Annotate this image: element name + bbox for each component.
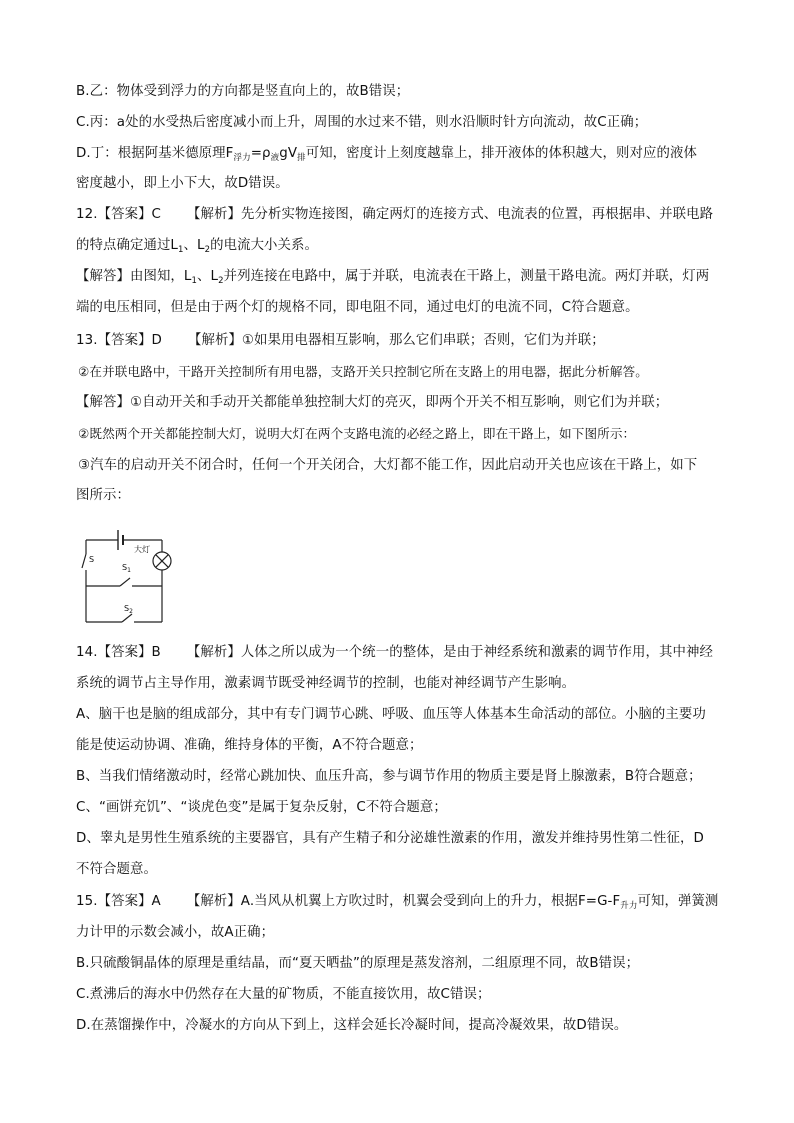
q13-solution-line4: 图所示： [76, 488, 130, 503]
switch-s1-blade [120, 578, 130, 586]
q13-solution-line2: ②既然两个开关都能控制大灯，说明大灯在两个支路电流的必经之路上，即在干路上，如下图所示： [78, 426, 636, 441]
q12-analysis-line2: 的特点确定通过$L_1$、$L_2$的电流大小关系。 [76, 238, 319, 255]
label-s2: $S_2$ [124, 604, 133, 615]
q13-analysis-line2: ②在并联电路中，干路开关控制所有用电器，支路开关只控制它所在支路上的用电器，据此分析解答。 [78, 364, 648, 379]
switch-s2-blade [122, 614, 132, 622]
circuit-diagram [76, 518, 186, 628]
q14-analysis-line2: 系统的调节占主导作用，激素调节既受神经调节的控制，也能对神经调节产生影响。 [76, 676, 576, 691]
q14-option-c: C、“画饼充饥”、“谈虎色变”是属于复杂反射，C不符合题意； [76, 800, 447, 815]
q14-option-b: B、当我们情绪激动时，经常心跳加快、血压升高，参与调节作用的物质主要是肾上腺激素，B符合题意； [76, 769, 702, 784]
q14-option-d-line1: D、睾丸是男性生殖系统的主要器官，具有产生精子和分泌雄性激素的作用，激发并维持男性第二性征，D [76, 831, 704, 846]
q13-solution-line3: ③汽车的启动开关不闭合时，任何一个开关闭合，大灯都不能工作，因此启动开关也应该在干路上，如下 [78, 458, 698, 473]
q11-option-d-line2: 密度越小，即上小下大，故D错误。 [76, 176, 289, 191]
q11-option-c: C.丙：a处的水受热后密度减小而上升，周围的水过来不错，则水沿顺时针方向流动，故C正确； [76, 115, 648, 130]
q14-option-d-line2: 不符合题意。 [76, 862, 157, 877]
q12-answer-line: 12.【答案】C 【解析】先分析实物连接图，确定两灯的连接方式、电流表的位置，再根据串、并联电路 [76, 207, 714, 222]
q12-solution-line2: 端的电压相同，但是由于两个灯的规格不同，即电阻不同，通过电灯的电流不同，C符合题意。 [76, 300, 639, 315]
q15-option-b: B.只硫酸铜晶体的原理是重结晶，而“夏天晒盐”的原理是蒸发溶剂，二组原理不同，故B错误； [76, 956, 640, 971]
q12-solution-line1: 【解答】由图知，$L_1$、$L_2$并列连接在电路中，属于并联，电流表在干路上，测量干路电流。两灯并联，灯两 [76, 269, 710, 286]
q14-answer-line: 14.【答案】B 【解析】人体之所以成为一个统一的整体，是由于神经系统和激素的调节作用，其中神经 [76, 645, 713, 660]
q13-answer-line: 13.【答案】D 【解析】①如果用电器相互影响，那么它们串联；否则，它们为并联； [76, 333, 605, 348]
label-s1: $S_1$ [122, 563, 131, 574]
q15-analysis-line2: 力计甲的示数会减小，故A正确； [76, 925, 275, 940]
q11-option-d-line1: D.丁：根据阿基米德原理$F_{浮力}=\rho_液gV_排$可知，密度计上刻度越靠上，排开液体的体积越大，则对应的液体 [76, 146, 697, 163]
q11-option-b: B.乙：物体受到浮力的方向都是竖直向上的，故B错误； [76, 84, 410, 99]
label-s: S [89, 555, 95, 564]
q14-option-a-line2: 能是使运动协调、准确，维持身体的平衡，A不符合题意； [76, 738, 423, 753]
switch-s-blade [82, 554, 86, 568]
label-lamp: 大灯 [134, 545, 150, 554]
q14-option-a-line1: A、脑干也是脑的组成部分，其中有专门调节心跳、呼吸、血压等人体基本生命活动的部位。小脑的主要功 [76, 707, 706, 722]
q13-solution-line1: 【解答】①自动开关和手动开关都能单独控制大灯的亮灭，即两个开关不相互影响，则它们为并联； [76, 395, 669, 410]
q15-answer-line: 15.【答案】A 【解析】A.当风从机翼上方吹过时，机翼会受到向上的升力，根据$F=G-F_{升力}$可知，弹簧测 [76, 894, 719, 911]
q15-option-c: C.煮沸后的海水中仍然存在大量的矿物质，不能直接饮用，故C错误； [76, 987, 491, 1002]
q15-option-d: D.在蒸馏操作中，冷凝水的方向从下到上，这样会延长冷凝时间，提高冷凝效果，故D错误。 [76, 1018, 628, 1033]
